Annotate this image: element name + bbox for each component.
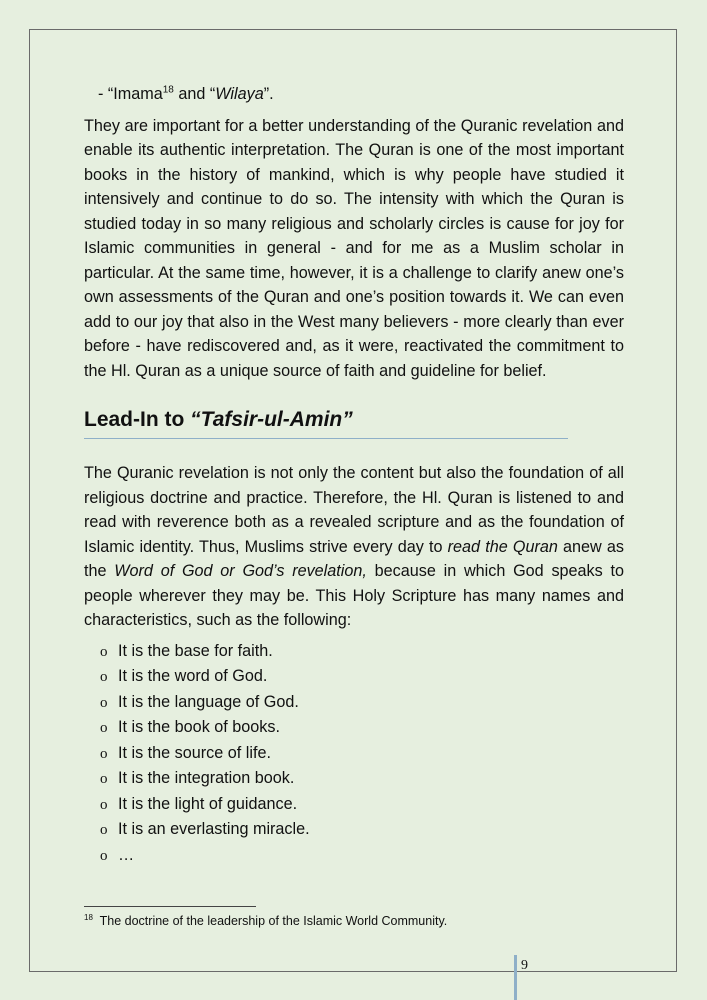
bullet-icon: o xyxy=(100,796,108,813)
page-number: 9 xyxy=(521,958,528,973)
footnote-text: The doctrine of the leadership of the Islamic World Community. xyxy=(99,914,448,928)
page-content xyxy=(84,82,624,868)
list-item: o It is the source of life. xyxy=(100,741,624,767)
list-item: o … xyxy=(100,843,624,869)
imama-wilaya-line: - “Imama$^{18}$ and “Wilaya”. xyxy=(98,84,274,103)
intro-paragraph: They are important for a better understanding of the Quranic revelation and enable its authentic interpretation. The Quran is one of the most important books in the history of mankind, which is why people have studied it intensively and continue to do so. The intensity with which the Quran is studied today in so many religious and scholarly circles is cause for joy for Islamic communities in general - and for me as a Muslim scholar in particular. At the same time, however, it is a challenge to clarify anew one’s own assessments of the Quran and one’s position towards it. We can even add to our joy that also in the West many believers - more clearly than ever before - have rediscovered and, as it were, reactivated the commitment to the Hl. Quran as a unique source of faith and guideline for belief. xyxy=(84,116,624,380)
revelation-paragraph: The Quranic revelation is not only the content but also the foundation of all religious doctrine and practice. Therefore, the Hl. Quran is listened to and read with reverence both as a revealed scripture and as the foundation of Islamic identity. Thus, Muslims strive every day to read the Quran anew as the Word of God or God’s revelation, because in which God speaks to people wherever they may be. This Holy Scripture has many names and characteristics, such as the following: xyxy=(84,464,624,629)
list-item: o It is the integration book. xyxy=(100,766,624,792)
bullet-icon: o xyxy=(100,847,108,864)
bullet-icon: o xyxy=(100,694,108,711)
bullet-icon: o xyxy=(100,643,108,660)
list-item: o It is the language of God. xyxy=(100,690,624,716)
list-item: o It is an everlasting miracle. xyxy=(100,817,624,843)
footnote-divider xyxy=(84,906,256,907)
footnote xyxy=(84,913,447,929)
list-item: o It is the light of guidance. xyxy=(100,792,624,818)
bullet-icon: o xyxy=(100,822,108,838)
bullet-icon: o xyxy=(100,669,108,685)
footnote-number: 18 xyxy=(84,912,93,922)
list-item: o It is the word of God. xyxy=(100,664,624,690)
bullet-icon: o xyxy=(100,720,108,736)
characteristics-list xyxy=(84,639,624,869)
section-heading: Lead-In to “Tafsir-ul-Amin” xyxy=(84,405,568,439)
list-item: o It is the book of books. xyxy=(100,715,624,741)
bullet-icon: o xyxy=(100,745,108,762)
page-number-bar xyxy=(514,955,517,1000)
footnote-reference: 18 xyxy=(162,84,174,96)
bullet-icon: o xyxy=(100,771,108,787)
list-item: o It is the base for faith. xyxy=(100,639,624,665)
